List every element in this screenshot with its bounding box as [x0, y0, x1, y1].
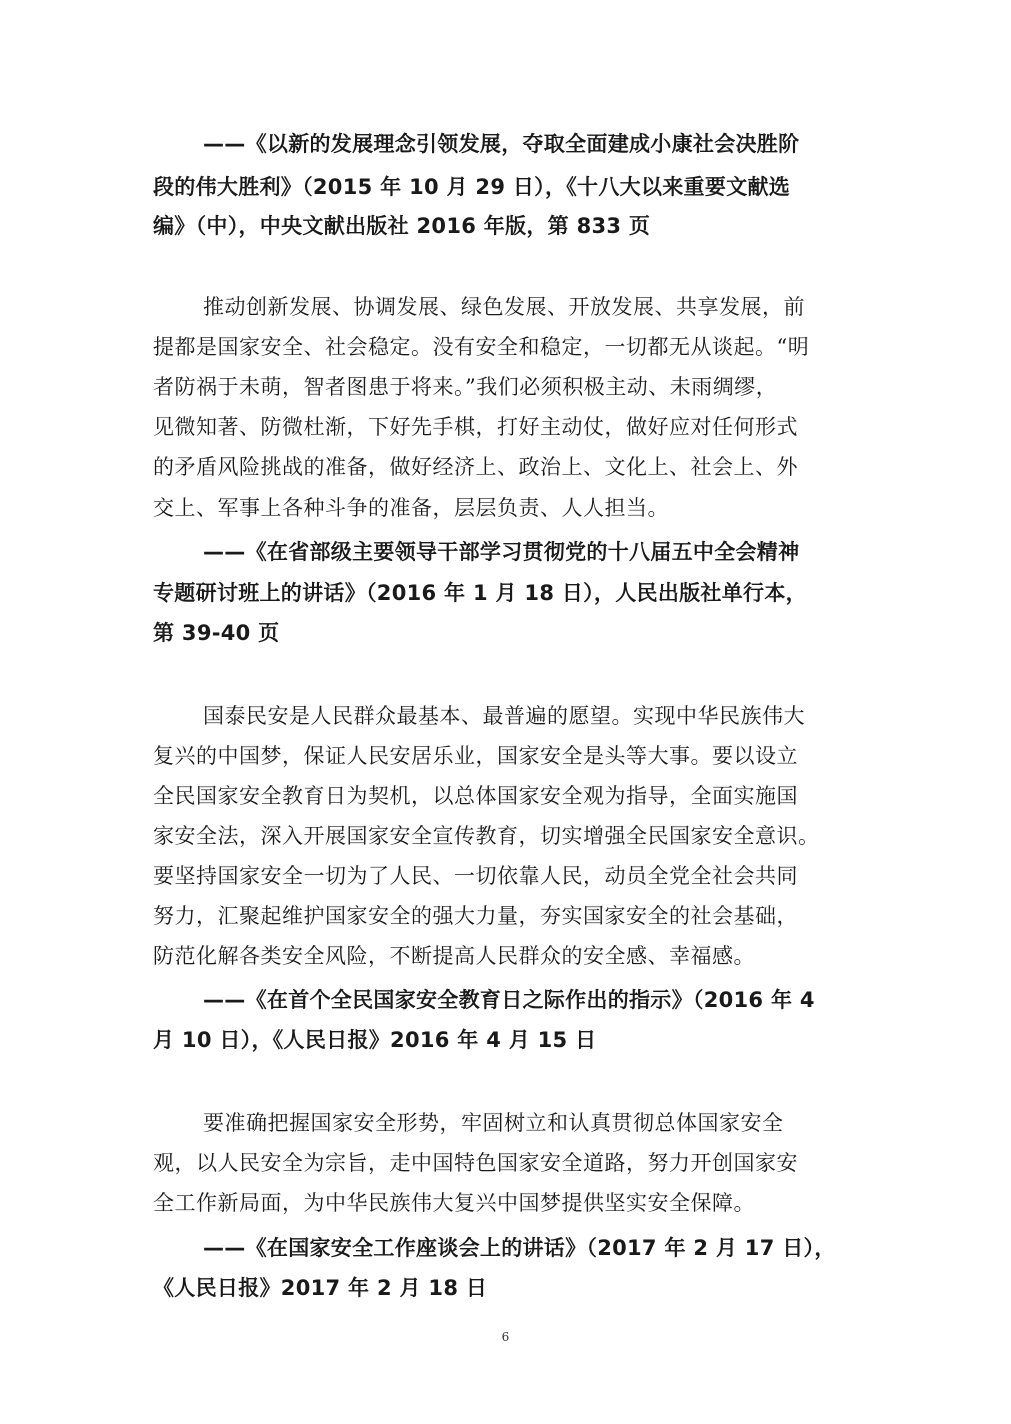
citation-line: ——《以新的发展理念引领发展，夺取全面建成小康社会决胜阶	[203, 132, 800, 156]
citation-line: ——《在国家安全工作座谈会上的讲话》（2017 年 2 月 17 日），	[203, 1236, 836, 1260]
body-line: 国泰民安是人民群众最基本、最普遍的愿望。实现中华民族伟大	[203, 704, 805, 728]
citation-line: 《人民日报》2017 年 2 月 18 日	[153, 1276, 488, 1300]
citation-line: 第 39-40 页	[153, 621, 280, 645]
body-line: 要坚持国家安全一切为了人民、一切依靠人民，动员全党全社会共同	[153, 864, 798, 888]
body-line: 要准确把握国家安全形势，牢固树立和认真贯彻总体国家安全	[203, 1111, 784, 1135]
body-line: 提都是国家安全、社会稳定。没有安全和稳定，一切都无从谈起。“明	[153, 335, 810, 359]
body-line: 者防祸于未萌，智者图患于将来。”我们必须积极主动、未雨绸缪，	[153, 375, 778, 399]
citation-line: 段的伟大胜利》（2015 年 10 月 29 日），《十八大以来重要文献选	[153, 175, 791, 199]
citation-line: ——《在省部级主要领导干部学习贯彻党的十八届五中全会精神	[203, 540, 800, 564]
body-line: 防范化解各类安全风险，不断提高人民群众的安全感、幸福感。	[153, 944, 755, 968]
citation-line: 专题研讨班上的讲话》（2016 年 1 月 18 日），人民出版社单行本，	[153, 581, 807, 605]
citation-line: 月 10 日），《人民日报》2016 年 4 月 15 日	[153, 1028, 597, 1052]
body-line: 的矛盾风险挑战的准备，做好经济上、政治上、文化上、社会上、外	[153, 455, 798, 479]
body-line: 家安全法，深入开展国家安全宣传教育，切实增强全民国家安全意识。	[153, 824, 820, 848]
page-number: 6	[501, 1330, 510, 1344]
body-line: 全民国家安全教育日为契机，以总体国家安全观为指导，全面实施国	[153, 784, 798, 808]
citation-line: 编》（中），中央文献出版社 2016 年版，第 833 页	[153, 214, 651, 238]
body-line: 努力，汇聚起维护国家安全的强大力量，夯实国家安全的社会基础，	[153, 904, 798, 928]
body-line: 见微知著、防微杜渐，下好先手棋，打好主动仗，做好应对任何形式	[153, 415, 798, 439]
body-line: 推动创新发展、协调发展、绿色发展、开放发展、共享发展，前	[203, 295, 805, 319]
body-line: 全工作新局面，为中华民族伟大复兴中国梦提供坚实安全保障。	[153, 1191, 755, 1215]
citation-line: ——《在首个全民国家安全教育日之际作出的指示》（2016 年 4	[203, 988, 815, 1012]
body-line: 复兴的中国梦，保证人民安居乐业，国家安全是头等大事。要以设立	[153, 744, 798, 768]
body-line: 交上、军事上各种斗争的准备，层层负责、人人担当。	[153, 496, 669, 520]
body-line: 观，以人民安全为宗旨，走中国特色国家安全道路，努力开创国家安	[153, 1151, 798, 1175]
